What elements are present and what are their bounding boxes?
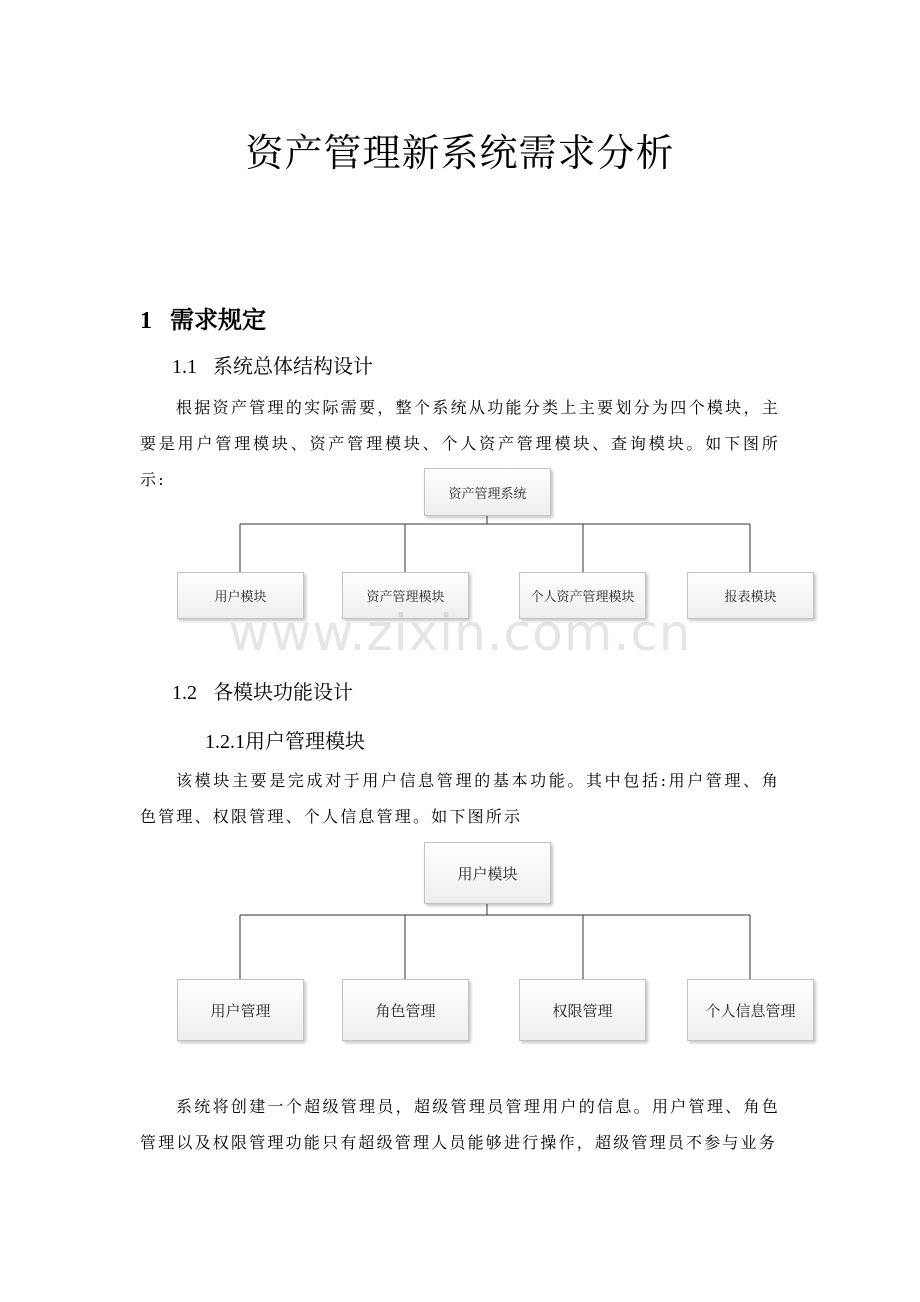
- user-module-diagram: [0, 842, 920, 1048]
- section-1-heading: [140, 300, 266, 335]
- diagram2-child-node: 角色管理: [342, 979, 469, 1041]
- diagram1-child-node: 个人资产管理模块: [519, 572, 646, 619]
- section-1-1-number: 1.1: [172, 356, 197, 378]
- section-1-title: 需求规定: [170, 306, 266, 334]
- section-1-1-paragraph: 根据资产管理的实际需要，整个系统从功能分类上主要划分为四个模块，主要是用户管理模块、资产管理模块、个人资产管理模块、查询模块。如下图所示:: [140, 398, 780, 489]
- diagram1-child-node: 资产管理模块: [342, 572, 469, 619]
- watermark: www.zixin.com.cn: [228, 604, 692, 662]
- section-1-2-1-title: 用户管理模块: [245, 729, 365, 753]
- diagram1-child-node: 用户模块: [177, 572, 304, 619]
- section-1-number: 1: [140, 308, 152, 334]
- section-1-2-1-heading: [205, 725, 365, 754]
- closing-paragraph: 系统将创建一个超级管理员，超级管理员管理用户的信息。用户管理、角色管理以及权限管理功能只有超级管理人员能够进行操作，超级管理员不参与业务: [140, 1097, 780, 1152]
- diagram2-child-node: 权限管理: [519, 979, 646, 1041]
- section-1-2-heading: [172, 676, 353, 705]
- section-1-1-heading: [172, 350, 373, 379]
- system-structure-diagram: [0, 468, 920, 628]
- diagram1-child-node: 报表模块: [687, 572, 814, 619]
- diagram2-child-node: 用户管理: [177, 979, 304, 1041]
- section-1-1-title: 系统总体结构设计: [213, 354, 373, 378]
- section-1-2-1-number: 1.2.1: [205, 731, 245, 753]
- section-1-2-number: 1.2: [172, 682, 197, 704]
- section-1-2-title: 各模块功能设计: [213, 680, 353, 704]
- diagram2-child-node: 个人信息管理: [687, 979, 814, 1041]
- section-1-2-1-paragraph: 该模块主要是完成对于用户信息管理的基本功能。其中包括:用户管理、角色管理、权限管理、个人信息管理。如下图所示: [140, 771, 780, 826]
- diagram1-root-node: 资产管理系统: [424, 468, 551, 516]
- diagram2-root-node: 用户模块: [424, 842, 551, 904]
- document-title: 资产管理新系统需求分析: [245, 131, 675, 175]
